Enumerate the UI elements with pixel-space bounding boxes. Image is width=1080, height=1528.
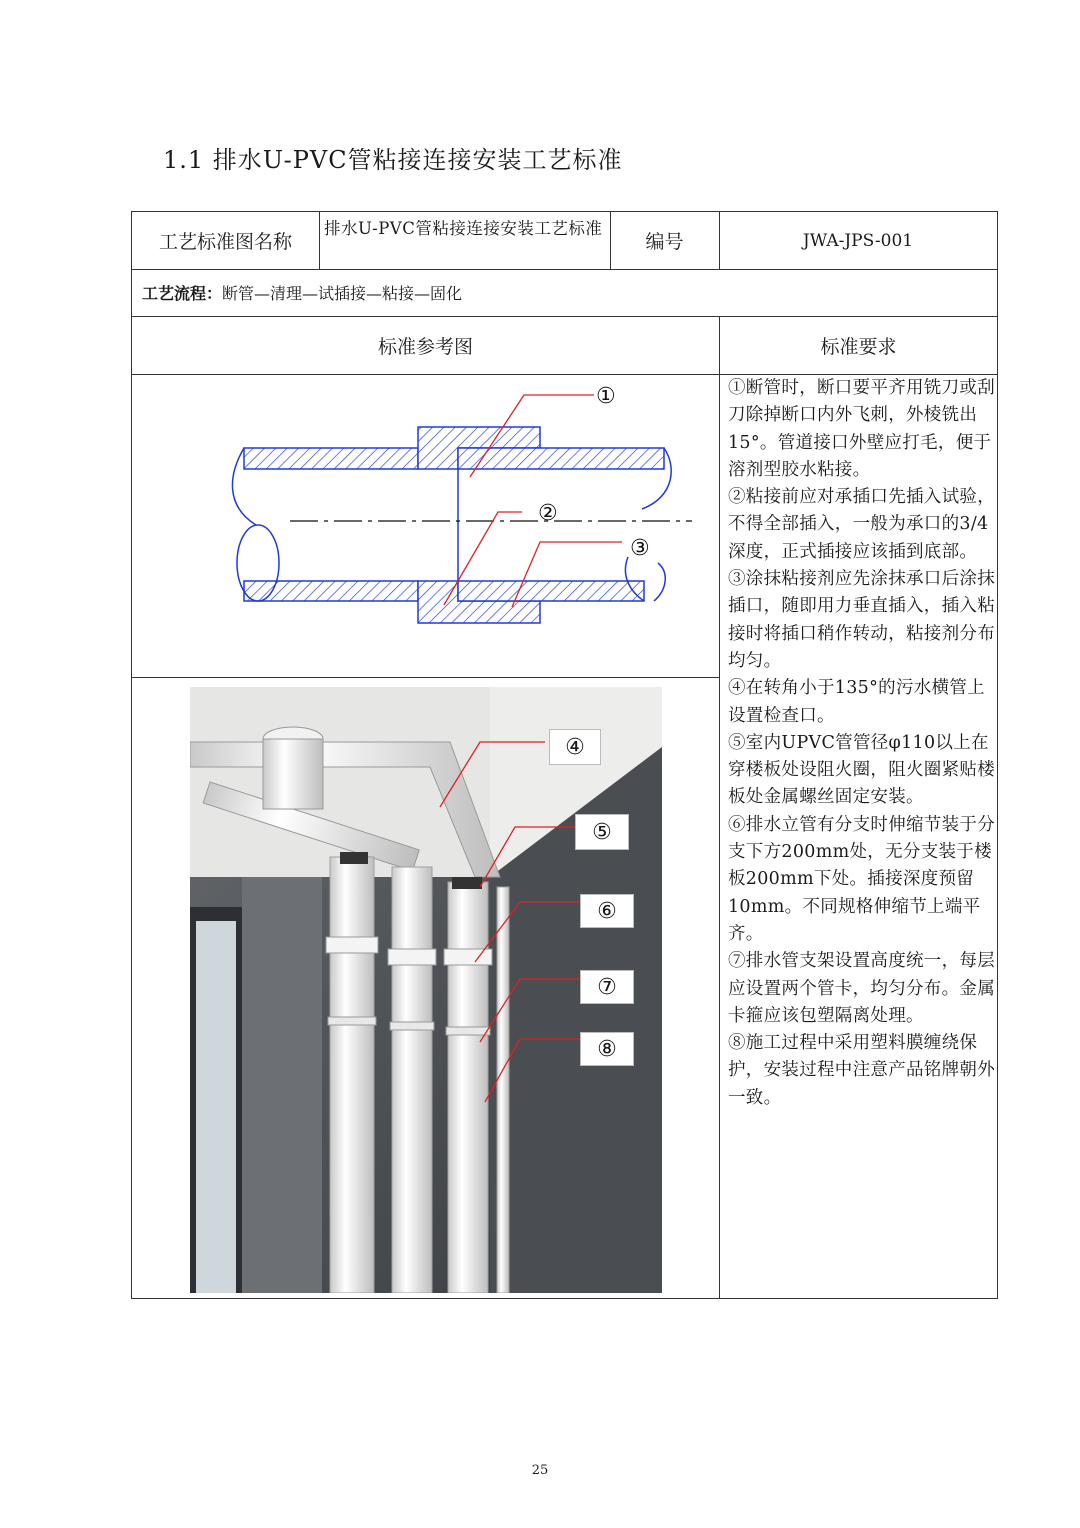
photo-marker-6: ⑥	[580, 894, 634, 928]
pipe-clamp	[390, 1022, 434, 1030]
vertical-pipe-2	[392, 867, 432, 1293]
requirement-4: ④在转角小于135°的污水横管上设置检查口。	[728, 678, 985, 726]
requirement-3: ③涂抹粘接剂应先涂抹承口后涂抹插口，随即用力垂直插入，插入粘接时将插口稍作转动，粘接剂分布均匀。	[728, 569, 995, 671]
right-pipe-top-wall	[458, 448, 664, 469]
photo-marker-5: ⑤	[575, 814, 629, 850]
left-pipe-bottom-wall	[244, 581, 418, 601]
process-row	[142, 269, 992, 316]
photo-marker-7: ⑦	[580, 970, 634, 1004]
reference-column-heading: 标准参考图	[377, 335, 473, 358]
requirements-list	[728, 375, 996, 1112]
col-divider	[319, 212, 320, 269]
row-divider	[132, 677, 720, 678]
pipe-coupling	[388, 949, 436, 965]
code-label: 编号	[645, 231, 684, 253]
right-pipe-bottom-wall	[458, 581, 644, 601]
requirement-2: ②粘接前应对承插口先插入试验，不得全部插入，一般为承口的3/4深度，正式插接应该插到底部。	[728, 487, 995, 562]
vertical-pipe-3	[448, 882, 488, 1293]
left-pipe-top-wall	[244, 448, 418, 469]
page-number: 25	[531, 1463, 549, 1478]
pipe-coupling	[444, 949, 492, 965]
window-glass	[196, 921, 236, 1293]
code-value: JWA-JPS-001	[802, 230, 914, 251]
requirement-5: ⑤室内UPVC管管径φ110以上在穿楼板处设阻火圈，阻火圈紧贴楼板处金属螺丝固定安装。	[728, 732, 995, 808]
requirement-8: ⑧施工过程中采用塑料膜缠绕保护，安装过程中注意产品铭牌朝外一致。	[728, 1033, 995, 1108]
wall-strip	[242, 877, 322, 1293]
fire-collar	[340, 852, 368, 864]
section-title: 1.1 排水U-PVC管粘接连接安装工艺标准	[163, 146, 623, 174]
diagram-marker-2: ②	[538, 501, 558, 526]
standard-sheet-table	[131, 211, 998, 1299]
process-label: 工艺流程：	[142, 284, 223, 303]
pipe-joint-diagram	[222, 377, 722, 677]
diagram-marker-3: ③	[630, 536, 650, 561]
photo-marker-4: ④	[549, 729, 601, 765]
requirement-6: ⑥排水立管有分支时伸缩节装于分支下方200mm处，无分支装于楼板200mm下处。插接深度预留10mm。不同规格伸缩节上端平齐。	[728, 814, 995, 944]
pipe-coupling	[326, 937, 378, 953]
requirements-column-heading: 标准要求	[820, 335, 897, 358]
vertical-pipe-1	[330, 857, 374, 1293]
small-pipe	[497, 887, 509, 1293]
requirement-7: ⑦排水管支架设置高度统一，每层应设置两个管卡，均匀分布。金属卡箍应该包塑隔离处理。	[728, 951, 995, 1026]
name-value: 排水U-PVC管粘接连接安装工艺标准	[324, 219, 603, 238]
name-label: 工艺标准图名称	[158, 231, 292, 253]
diagram-marker-1: ①	[596, 384, 616, 409]
photo-marker-8: ⑧	[580, 1032, 634, 1066]
pipe-clamp	[446, 1027, 490, 1035]
process-value: 断管—清理—试插接—粘接—固化	[222, 284, 463, 303]
fire-collar	[452, 877, 482, 889]
cleanout-body	[263, 739, 323, 809]
requirement-1: ①断管时，断口要平齐用铣刀或刮刀除掉断口内外飞刺，外棱铣出15°。管道接口外壁应打毛，便于溶剂型胶水粘接。	[728, 378, 995, 480]
pipe-clamp	[328, 1017, 376, 1025]
